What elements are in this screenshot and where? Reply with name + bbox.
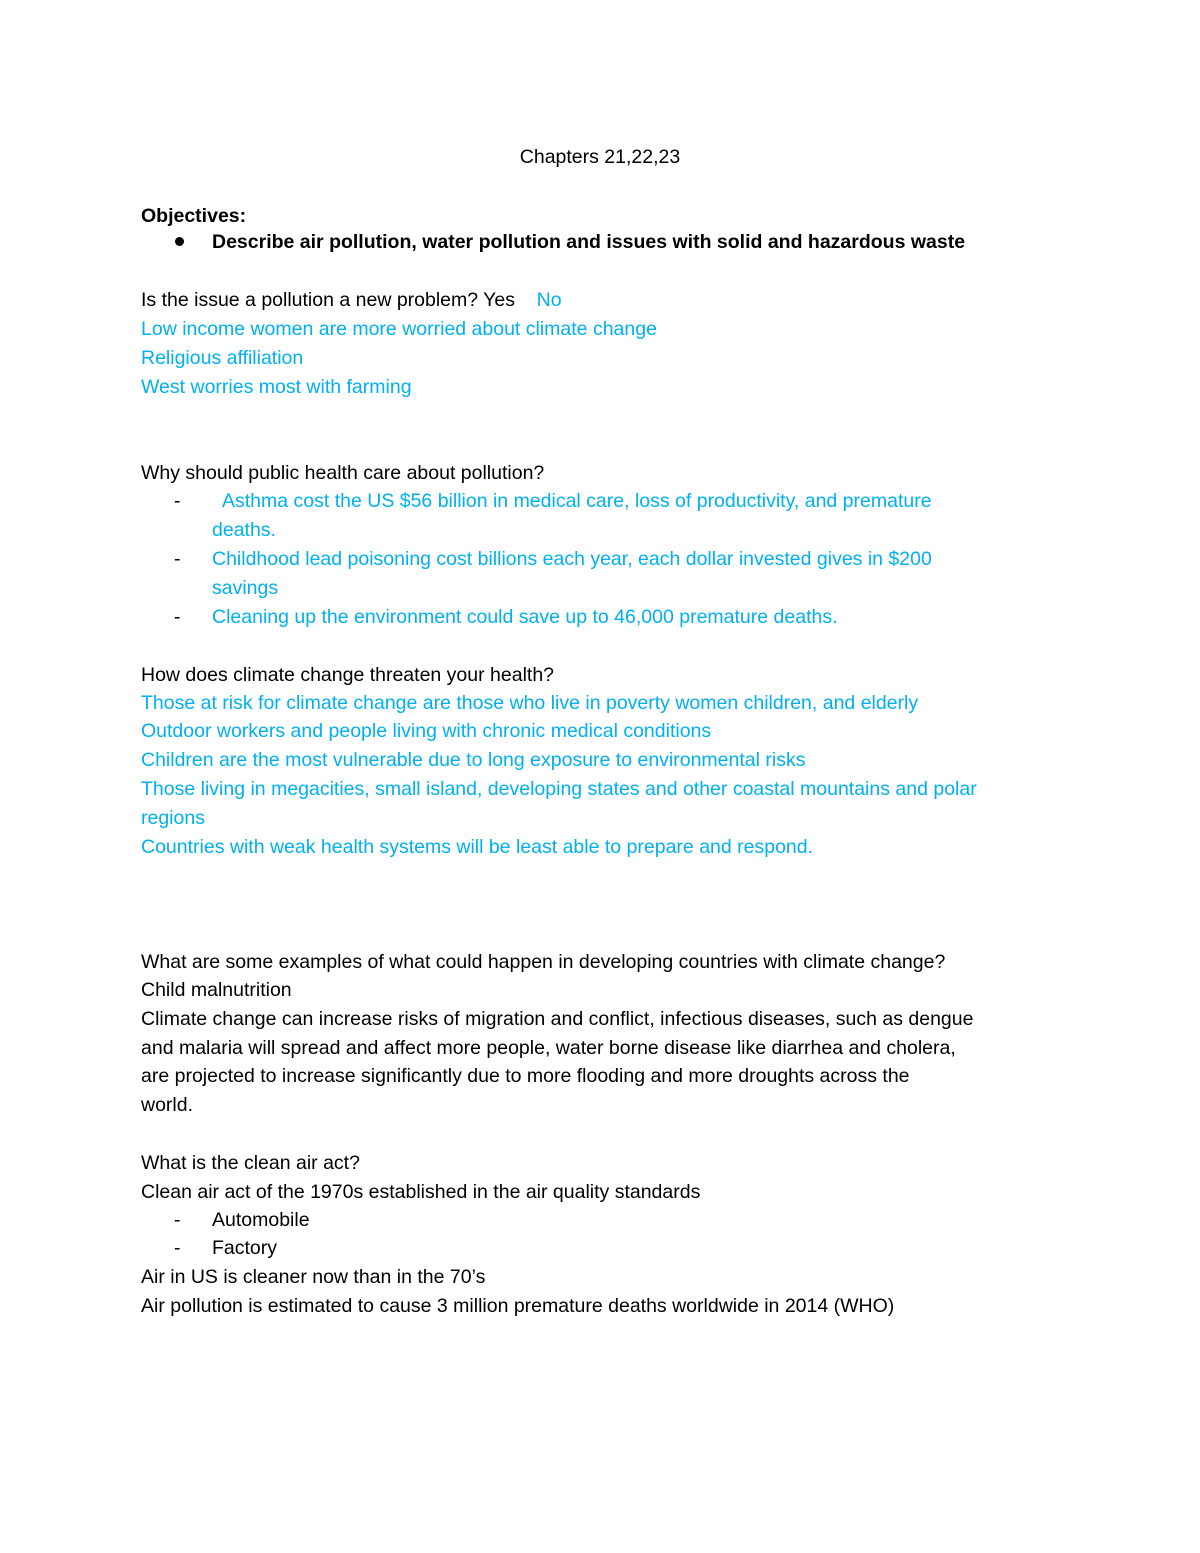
objectives-heading: Objectives: (141, 205, 247, 227)
dash-bullet: - (174, 548, 181, 570)
list-item-line: Cleaning up the environment could save up to 46,000 premature deaths. (212, 606, 838, 628)
question-new-problem (141, 288, 562, 312)
answer-line: Air in US is cleaner now than in the 70’s (141, 1266, 486, 1288)
list-item-line: savings (212, 577, 279, 599)
question-public-health: Why should public health care about pollution? (141, 462, 545, 484)
answer-line: Outdoor workers and people living with chronic medical conditions (141, 720, 712, 742)
list-item-line: Automobile (212, 1209, 310, 1231)
answer-line: and malaria will spread and affect more people, water borne disease like diarrhea and cholera, (141, 1037, 956, 1059)
question-developing-countries: What are some examples of what could happen in developing countries with climate change? (141, 951, 946, 973)
answer-line: world. (141, 1094, 194, 1116)
objectives-bullet: Describe air pollution, water pollution and issues with solid and hazardous waste (212, 231, 966, 253)
answer-line: are projected to increase significantly due to more flooding and more droughts across the (141, 1065, 910, 1087)
question-text: Is the issue a pollution a new problem? Yes (141, 289, 515, 311)
list-item-line: deaths. (212, 519, 276, 541)
answer-line: Countries with weak health systems will be least able to prepare and respond. (141, 836, 814, 858)
answer-line: Those at risk for climate change are those who live in poverty women children, and elderly (141, 692, 919, 714)
answer-line: Low income women are more worried about climate change (141, 318, 657, 340)
dash-bullet: - (174, 1209, 181, 1231)
answer-choice: No (536, 289, 562, 311)
question-clean-air-act: What is the clean air act? (141, 1152, 360, 1174)
answer-line: Climate change can increase risks of migration and conflict, infectious diseases, such as dengue (141, 1008, 974, 1030)
answer-line: West worries most with farming (141, 376, 412, 398)
answer-line: regions (141, 807, 205, 829)
document-title: Chapters 21,22,23 (519, 146, 681, 168)
dash-bullet: - (174, 490, 181, 512)
answer-line: Clean air act of the 1970s established in the air quality standards (141, 1181, 701, 1203)
list-item-line: Factory (212, 1237, 278, 1259)
answer-line: Children are the most vulnerable due to long exposure to environmental risks (141, 749, 806, 771)
question-climate-health: How does climate change threaten your health? (141, 664, 555, 686)
answer-line: Religious affiliation (141, 347, 304, 369)
bullet-icon (175, 237, 184, 246)
list-item-line: Asthma cost the US $56 billion in medical care, loss of productivity, and premature (222, 490, 932, 512)
answer-line: Those living in megacities, small island, developing states and other coastal mountains and polar (141, 778, 977, 800)
dash-bullet: - (174, 606, 181, 628)
answer-line: Child malnutrition (141, 979, 292, 1001)
list-item-line: Childhood lead poisoning cost billions each year, each dollar invested gives in $200 (212, 548, 932, 570)
answer-line: Air pollution is estimated to cause 3 million premature deaths worldwide in 2014 (WHO) (141, 1295, 895, 1317)
dash-bullet: - (174, 1237, 181, 1259)
